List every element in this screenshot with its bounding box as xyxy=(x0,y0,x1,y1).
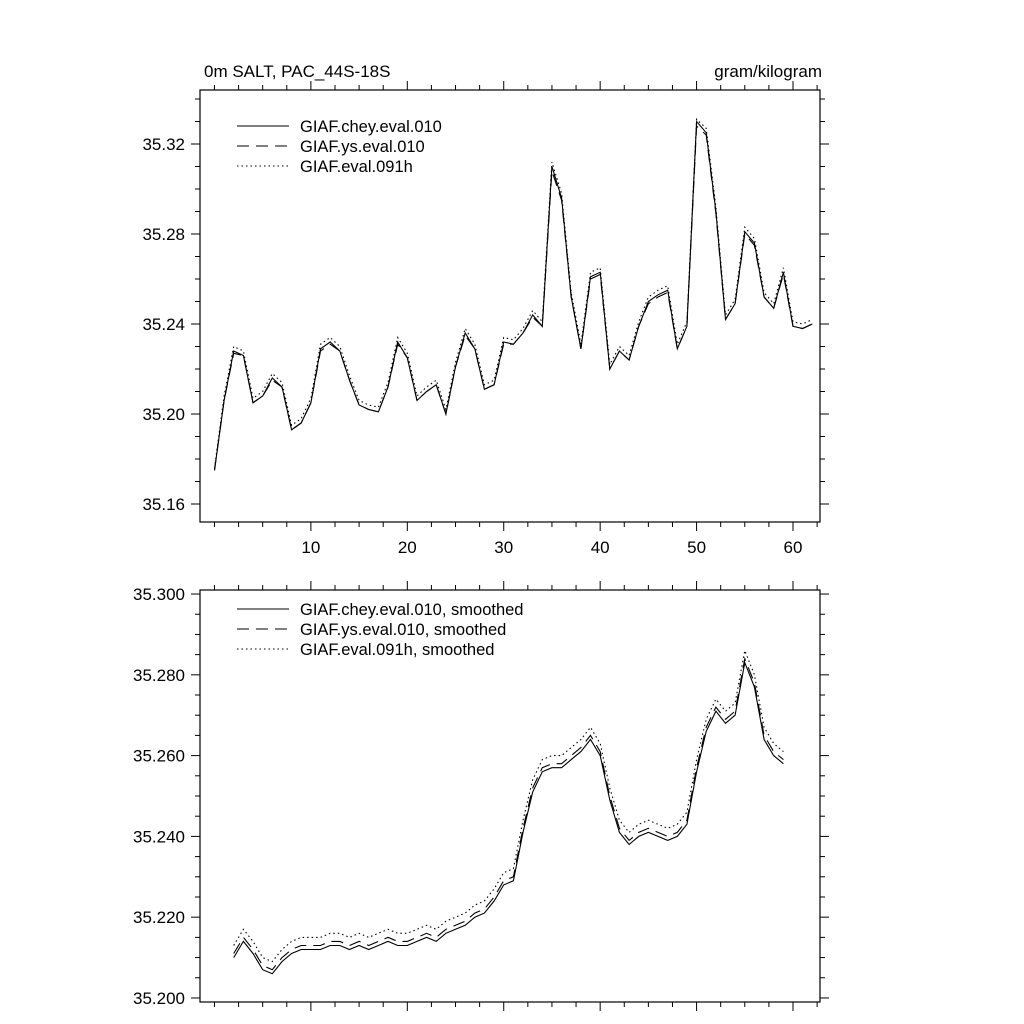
legend-label: GIAF.ys.eval.010, smoothed xyxy=(300,621,507,639)
legend-label: GIAF.ys.eval.010 xyxy=(300,138,425,156)
x-tick-label: 60 xyxy=(783,538,803,557)
legend xyxy=(237,601,523,659)
legend-label: GIAF.eval.091h, smoothed xyxy=(300,641,495,659)
x-tick-label: 10 xyxy=(301,538,321,557)
bottom-panel xyxy=(133,581,829,1011)
chart-title: 0m SALT, PAC_44S-18S xyxy=(204,62,391,81)
series-line-solid xyxy=(234,663,784,974)
y-tick-label: 35.24 xyxy=(142,315,185,334)
legend-label: GIAF.chey.eval.010 xyxy=(300,118,442,136)
x-tick-label: 40 xyxy=(590,538,610,557)
chart-units-label: gram/kilogram xyxy=(714,62,822,81)
plot-frame xyxy=(200,90,820,522)
series-line-dashed xyxy=(215,126,813,470)
y-tick-label: 35.300 xyxy=(133,585,185,605)
y-tick-label: 35.220 xyxy=(133,908,185,928)
top-panel xyxy=(142,81,829,557)
y-tick-label: 35.16 xyxy=(142,495,185,514)
legend-label: GIAF.chey.eval.010, smoothed xyxy=(300,601,524,619)
legend-label: GIAF.eval.091h xyxy=(300,158,413,176)
y-tick-label: 35.260 xyxy=(133,746,185,766)
series-line-dotted xyxy=(234,651,784,962)
series-line-dashed xyxy=(234,659,784,970)
x-tick-label: 30 xyxy=(494,538,514,557)
x-tick-label: 50 xyxy=(687,538,707,557)
y-tick-label: 35.32 xyxy=(142,135,185,154)
plot-frame xyxy=(200,590,820,1002)
x-tick-label: 20 xyxy=(397,538,417,557)
legend xyxy=(237,118,442,176)
y-tick-label: 35.20 xyxy=(142,405,185,424)
y-tick-label: 35.200 xyxy=(133,988,185,1008)
y-tick-label: 35.280 xyxy=(133,665,185,685)
y-tick-label: 35.240 xyxy=(133,827,185,847)
y-tick-label: 35.28 xyxy=(142,225,185,244)
